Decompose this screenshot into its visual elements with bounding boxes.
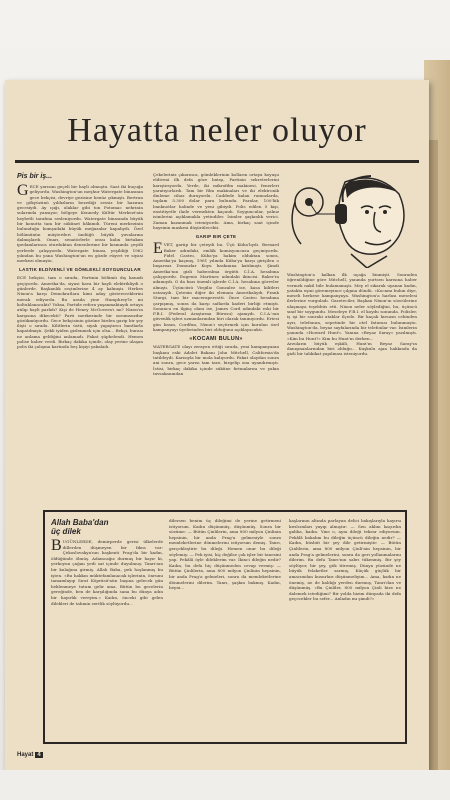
article-text: WATERGATE olayı zerayen ettiği sırada, yeni kampanyanın başkanı eski Adalet Bakanı John Mitchell, California'da tatildeydi. Karısıyla bir mola kalıyordu. Fakat olaydan sonra ani sonra, gece yarısı tam taze, birgelip onu uyandırmıştı. İstisi, birkaç dakika içinde sükûne fırtınalarını ve yakın tavsakanından <box>153 344 279 376</box>
headline: Hayatta neler oluyor <box>67 112 367 149</box>
article-kicker: Pis bir iş... <box>17 173 53 180</box>
sidebar-box <box>43 510 407 744</box>
article-text: ECE bekçisi, tam o sırada, Partinin bölümü dış kanadı geçiyordu. Amerika'da, siyasi hava bir hayli elektrikliydi o günlerde. Başkanlık seçimlerine 4 ay kalmıştı. Herkes Nixon'a karşı Demokratlara kimi aday göstereceklerini merak ediyordu. Bu arada yine Humphrey'le mi koltuklanacaktı? Yoksa, Partide refora yaşanmaktaydı ortaya atılıp hayli parlıdı? Kişi de Henry McGovern'ı mı? Nixon'ın karşısına dikecekti? Parti merkezinde bir sorumsuzdur gözükmüyordu. Gece bekçisinin gözüne birden garip bir şey ilişti o sırada. Kilitlerin üstü, siyah yapıştırıcı bantlarla kapatılmıştı. Şekli iyiden gizlenmek için olsa... Bekçi, burası ne anlama geldiğini anlamadı. Fakat şüphelendi. Hemen polise haber verdi. Birkaç dakika içinde, olay yerine ulaşan polis iki çalışma kartında beş kişiyi yakaladı. <box>17 275 143 350</box>
article-paragraph <box>153 242 279 332</box>
sidebar-title <box>51 518 163 536</box>
magazine-page <box>5 80 429 770</box>
sidebar-column-1 <box>51 518 163 738</box>
article-text: ECE yarısını geçeli bir hayli olmuştu. Saat iki buçuğa geliyordu. Washington'un meşhur Watergate binasının gece bekçisi, devriye gezisine henüz çıkmıştı. Bertran ve gökyüzünü yıldızların bezediği sessiz bir hazıran gecesiydi. Ay ışığı, ulaklar gibi ton Potomac nehrinin sularında yansıyor, bölgeye Kennedy Kültür Merkezi'nin heybetli tarafına sesleniyordu. Watergate binasında büyük bir konutta tam bir sükûnet hâkimdi. Türeni merkezinin bulunduğu komşudaki büyük meğazalar kapalıydı. Özel bölümünün müşterileri ündüğü büyük yuvalarına dalmışlardı. Onarı, senatörlerle orası kalın birtakım ipedamlarınca oturduktan denenlerime bir kısmında çeşitli yerlerde çalışıyordu. Watergate binası, yeşildiği 1962 yılından bu yana Washington'un en gözde rüşvet ve siyasi merkezi olmuştu. <box>17 184 143 264</box>
sidebar-column-3 <box>289 518 401 738</box>
section-subhead: GARIP BIR ÇETE <box>195 234 237 240</box>
headline-rule <box>15 160 419 163</box>
section-subhead: «KOCAMI BULUN» <box>189 336 243 343</box>
sidebar-title-line: üç dilek <box>51 527 81 536</box>
sidebar-text: dilersen benim üç dileğimi de yerine getirmeni istiyorum. Kadın düşünmüş, düşünmüş. Sonra bir sözüme: — Bütün Çinlilerin, ama 800 milyon Çinlinin hepsinin, bir anda Prag'a gelmesiyle sonra memleketlerine dönmelerini istiyorum demiş. Tanrı, gerçekleştirir bu dileği. Hemen onur bu dileği söylemiş: — Pek iyisi, hiç değilse çok işler bir tanesini yap. Pekâlâ öyle dileklerim var. İkinci dileğin nedir? Kadın, bu defa hiç düşünmeden cevap vermiş: — Bütün Çinlilerin, ama 800 milyon Çinlinin hepsinin, bir anda Prag'a gelmeleri, sonra da memleketlerine dönmelerini dilerim. Tanrı, şaşkın bakmış. Kadın, beyni... <box>169 518 281 591</box>
drop-cap: G <box>17 182 29 199</box>
article-text: VET, gariip bir çeteydi bu. Üçü Küba'lıydı. Bernard Baker adındaki, emlâk komisyoncusu geçiniyordu. Fidel Castro, Küba'ya hakim olduktan sonra, Amerika'ya kaçmış, 1961 yılında Küba'ya karşı girişilen o başarısız Domuzlar Koyu baskınına katılmıştı. Şimdi Amerika'nın gizli haberalma örgütü C.İ.A. hesabına çalışıyordu. Eugenio Martinez adındaki ikincisi. Baker'in adamıydı. O da bazı önemli işlerde C.İ.A. hesabına görevler almıştı. Üçüncüsü Virgilio Gonzalez ise, kasa kilitleri ustasıydı. Çetenin diğer iki elemanı Amerikalıydı. Frank Sturgi, tam bir maceraperestti. Önce Castro hesabına çarpışmış, sonra da karşı saflarda kaderi birliği etmişti. Sonuncu en ilginç olanı ise, James Cord adındaki eski bir F.B.I. (Federal Araştırma Bürosu) ajanıydı. C.I.A.'nın güvenlik işleri uzmanlarından biri olarak tanınıyordu. Ertesi gün basın, Cordfun, Nixon'ı seçtirmek için kurulan özel kampanyayı üyelerinden biri olduğunu açıklayacaktı. <box>153 242 279 333</box>
sidebar-text: kaşlarının altında parlayan delici bakışlarıyla hayırsı kıvılcımları yayıp almıştır: — Sen aklını kaçırdın galiba, kadın. Yine o, aynı dileği tekrar ediyorsun. Pekâlâ bakalım bu dileğin üçüncü dileğin nedir? — Kadın, büsbüt bir şey dile getirmiştir: — Bütün Çinlilerin, ama 800 milyon Çinli'nin hepsinin, bir anda Prag'a gelmelerini, sonra da geri yollanmalarını dilerim. Bu defa Tanrı'nın sabrı tükenmiş. Bir şey söylüyor, bir şey, gök titremiş. Dünya yüzünde ne büyük felaketler sarmış, Küçük güçlük bir amacımdan kusurları düşünmeliyim... Ama, kadın ne önemiş, ne de kaldığı yerden durmuş, Tanrı'dan ve düşünmüş. «Bu Çinliler, 800 milyon Çinli bize ne dalemek istediğimi? Bir yolda bizim dünyada iki defa geçecekler bu sefer... Anladın mı şimdi?» <box>289 518 401 602</box>
drop-cap: E <box>153 240 163 258</box>
article-text: Arzuların büyük eşkâli, Hunt'ın Beyaz Saray'ın danışmanlarından biri olduğu... Kuşkulu ajan hakkında da gizli bir tahkikat yapılması isteniyordu. <box>287 340 417 357</box>
sidebar-column-2 <box>169 518 281 738</box>
section-subhead: LASTIK ELDİVENLİ VE GÖMLEKLİ SOYGUNCULAR <box>19 267 141 273</box>
article-paragraph <box>17 184 143 263</box>
sidebar-title-line: Allah Baba'dan <box>51 518 109 527</box>
article-column-1 <box>17 172 143 504</box>
article-column-2 <box>153 172 279 504</box>
page-folio <box>17 752 43 758</box>
article-column-3 <box>287 172 417 504</box>
margin-strip <box>17 510 39 746</box>
sidebar-paragraph <box>51 539 163 606</box>
sidebar-text: UGÜNLERDE, demirperde gerisi ülkelerde dillerden düşmeyen bir fıkra var: Çekoslovakya'nın başkenti Prag'da bir kadın, öldüğünde ölmüş. Adamcağız durmuş bir hayır ki, yerkoyun çağan yedi sat içinde duyulmuş: Tanrı'nın bir kulağına girmiş. Allah Baba, pek hoşlanmış bu işten. «Bu hakkın müktefamlanacak işlerinin, önrunu tamamlayıp Sırat Köprüsü'nün başına gelecek gün beklenmeye tutum gelir ama. Bütün bu gecelerin gereğinde, ben de karşılığında sana bu dünya adın bir hayırlık vereyim.» Kadın, önceki gibi gelen dilekleri de tahmin sertlik söylüyordu... <box>51 539 163 606</box>
table-surface <box>0 770 450 800</box>
page-number: 4 <box>37 752 41 758</box>
drop-cap: B <box>51 537 62 554</box>
article-text: Çekeleriniz çıkarınca, gömleklerinin kolların ortaya koyuşu eldiveni ilk defa göze batışı, Partinin sekreterlerini karıştırıyordu. Yerde, iki mikrofilm makinesi, fenerleri yaratıyorlardı. Tam bir film makinaları ve iki elektronik dinleme cihaz duruyordu. Caddede kalan rumuzlarda, toplam 5.300 dolar para bulundu. Paralar, 100'lük banknotlar halinde ve yeni gibiydi. Polis edilen 5 kişi, enstitiyetle ilade vermekten kaçındı. Soyguncular, yalnız isimlerini açıklamakla yetindiler. İsimler şaşkınlık verici. Zaman kazanmak isteniyordu. Ama, birkaç saat içinde haysinin maskesi düşürülecekti. <box>153 172 279 230</box>
folio-label: Hayat <box>17 752 34 758</box>
article-text: Washington'a kalkan ilk uçağa binmişti. Sonraden öğrenildiğine göre Mitchell, yanında yurtsen karısına haber vermek nakil bile bulamamıştı. Mey el sıkarak uyanan kadın, yatakta eşini göremeyince çılgına döndü. «Kocamı bulun diye, meseli herkese kampanyaya. Washington'a harlası meselesi ilerlerine vurguladı. Gazeteciler, Başkan Nixon'ın sözcülerine ulaşmaya teşebbüs etti. Nixon neler söylediğini, bu, üçüncü sınıf bir soygundu. Meseleye F.B.I. el koydu sonunda. Polisler, iş işi bir sonraki ataklar ilçede. Bir kaçak hırsızın cebinden ayrı, telefonun, sepetinde bir otel faturası bulunmuştu. Washington'da, beyaz sayfalarında bir telefonlar var. İsimlerin yanında «Howard Hunt'ı. Yanına «Beyaz Saray» yazılmıştı. «Kim bu Hunt?» Kim bu Hunt'ın derken... <box>287 272 417 341</box>
